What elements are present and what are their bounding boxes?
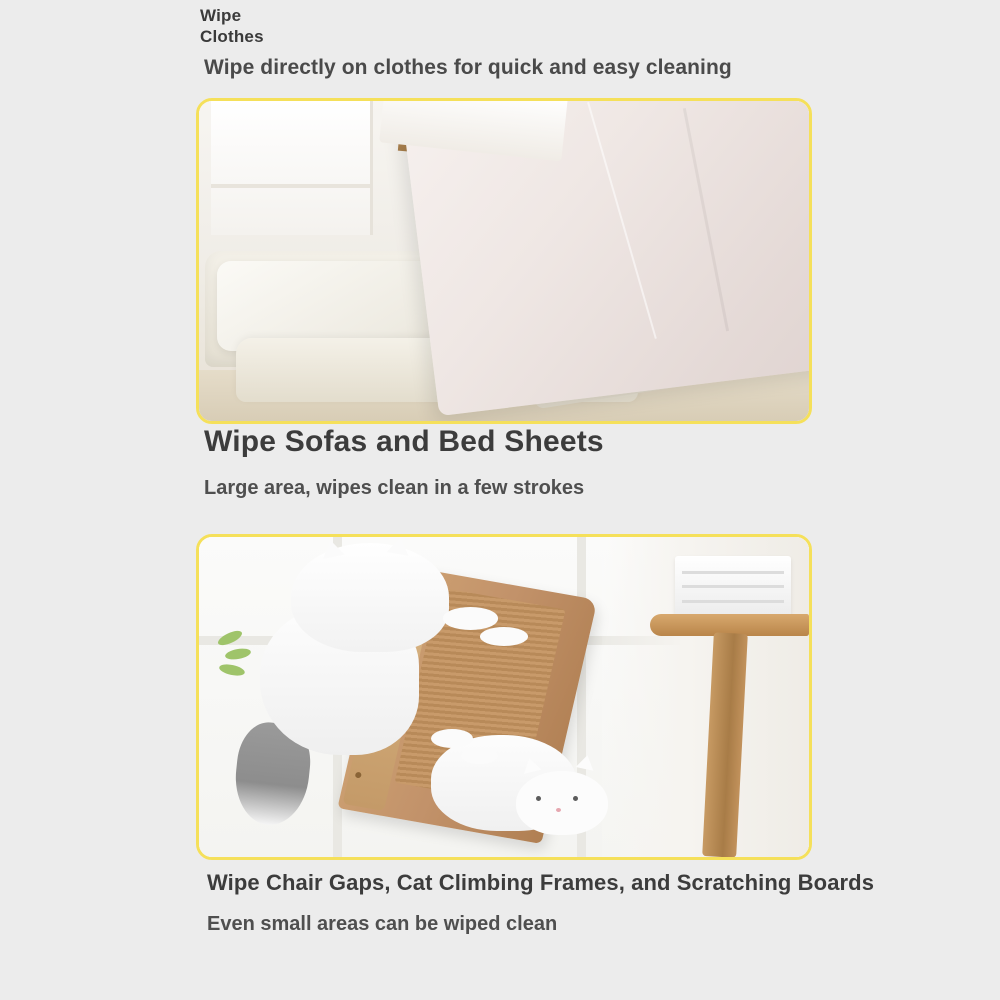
plant bbox=[217, 627, 257, 687]
top-label-line2: Clothes bbox=[200, 26, 264, 46]
leaf bbox=[225, 646, 252, 660]
scene-cat-scratchboard bbox=[199, 537, 809, 857]
cat-paw bbox=[480, 627, 529, 646]
window-bar bbox=[211, 184, 370, 188]
scene-sofa-bedsheet bbox=[199, 101, 809, 421]
top-label-line1: Wipe bbox=[200, 6, 242, 25]
cat-ear bbox=[387, 535, 412, 556]
cat-upper bbox=[291, 543, 450, 652]
cat-lower-head bbox=[516, 771, 608, 835]
screw bbox=[354, 771, 361, 778]
top-label bbox=[200, 6, 500, 47]
sofa-bed-title: Wipe Sofas and Bed Sheets bbox=[204, 425, 604, 458]
sheet-fold-shadow bbox=[683, 107, 729, 331]
book-edge bbox=[682, 585, 784, 588]
gaps-title: Wipe Chair Gaps, Cat Climbing Frames, and Scratching Boards bbox=[207, 870, 875, 895]
cat-scratchboard-photo bbox=[196, 534, 812, 860]
leaf bbox=[219, 662, 247, 677]
book-edge bbox=[682, 600, 784, 603]
leaf bbox=[216, 628, 244, 648]
sofa-bed-subtitle: Large area, wipes clean in a few strokes bbox=[204, 477, 585, 499]
gaps-subtitle: Even small areas can be wiped clean bbox=[207, 913, 558, 935]
cat-nose bbox=[556, 808, 561, 812]
book-stack bbox=[675, 556, 791, 617]
sheet-fold-highlight bbox=[587, 102, 657, 339]
clothes-headline: Wipe directly on clothes for quick and easy cleaning bbox=[204, 56, 732, 79]
sofa-bedsheet-photo bbox=[196, 98, 812, 424]
cat-paw bbox=[443, 607, 498, 629]
cat-eye bbox=[536, 796, 541, 801]
cat-ear bbox=[576, 753, 597, 770]
cat-eye bbox=[573, 796, 578, 801]
book-edge bbox=[682, 571, 784, 574]
window bbox=[211, 101, 373, 235]
